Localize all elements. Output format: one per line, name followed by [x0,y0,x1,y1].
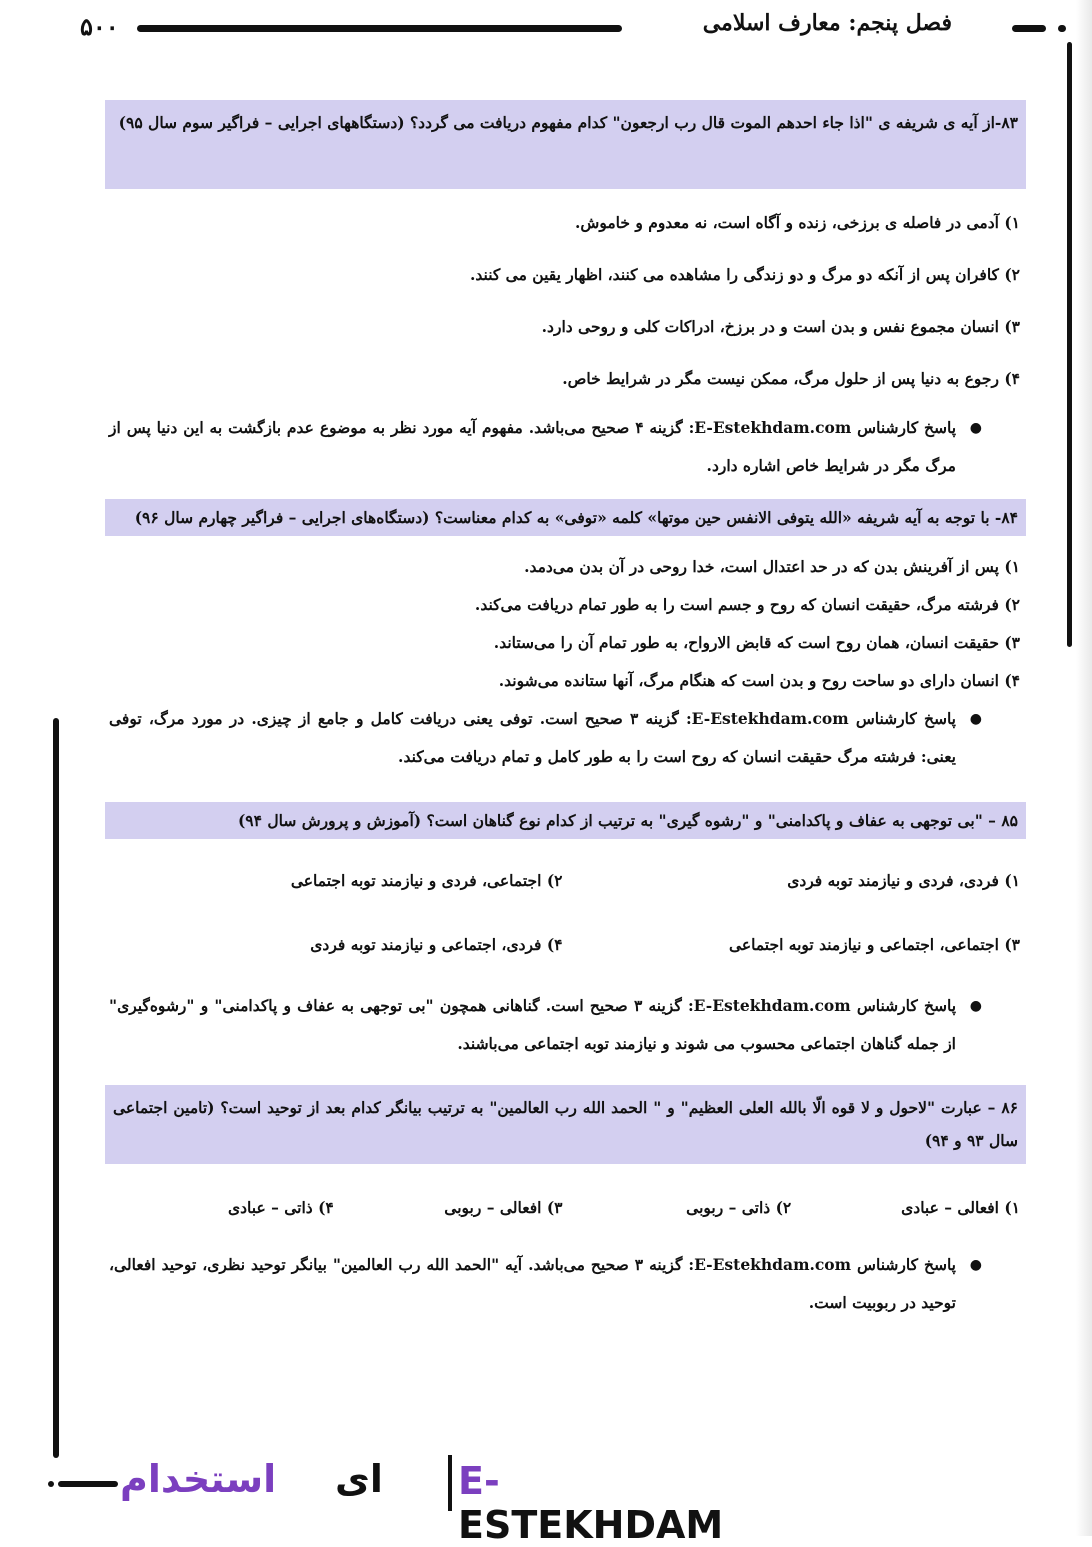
question-85-box [105,802,1026,839]
question-84-text: ۸۴- با توجه به آیه شریفه «الله یتوفی الانفس حین موتها» کلمه «توفی» به کدام معناست؟ (دستگاه‌های اجرایی – فراگیر چهارم سال ۹۶) [134,508,1018,527]
header-rule [137,25,622,32]
answer-text: پاسخ کارشناس E-Estekhdam.com: گزینه ۳ صحیح است. گناهانی همچون "بی توجهی به عفاف و پاکدامنی" و "رشوه‌گیری" از جمله گناهان اجتماعی محسوب می شوند و نیازمند توبه اجتماعی می‌باشند. [109,996,957,1053]
question-84-box [105,499,1026,536]
bullet-icon: ● [969,998,982,1014]
question-86-text: ۸۶ – عبارت "لاحول و لا قوه الّا بالله العلی العظیم" و " الحمد الله رب العالمین" به ترتیب بیانگر کدام بعد از توحید است؟ (تامین اجتماعی سال ۹۳ و ۹۴) [113,1098,1018,1150]
option: ۱) پس از آفرینش بدن که در حد اعتدال است، خدا روحی در آن بدن می‌دمد. [524,557,1020,576]
bullet-icon: ● [969,711,982,727]
option: ۳) حقیقت انسان، همان روح است که قابض الارواح، به طور تمام آن را می‌ستاند. [493,633,1020,652]
footer-dot [48,1481,54,1487]
left-vertical-rule [53,718,59,1458]
question-86-options [105,1186,1026,1230]
header-dot-right [1058,25,1066,32]
option: ۴) فردی، اجتماعی و نیازمند توبه فردی [310,935,563,954]
question-85-options [105,859,1026,967]
option: ۲) فرشته مرگ، حقیقت انسان که روح و جسم است را به طور تمام دریافت می‌کند. [474,595,1020,614]
option: ۴) ذاتی – عبادی [228,1198,334,1217]
header-dash-right [1012,25,1046,32]
option: ۲) ذاتی – ربوبی [686,1198,792,1217]
footer-dash [58,1481,118,1487]
right-vertical-rule [1067,42,1072,647]
option: ۱) افعالی – عبادی [901,1198,1020,1217]
question-85-answer [105,987,1026,1063]
logo-latin-rest: ESTEKHDAM [458,1503,724,1547]
question-83-options [105,197,1026,405]
content-area [105,100,1026,1322]
logo-latin [458,1459,740,1547]
page-edge-shadow [1076,0,1092,1536]
question-85-text: ۸۵ – "بی توجهی به عفاف و پاکدامنی" و "رشوه گیری" به ترتیب از کدام نوع گناهان است؟ (آموزش و پرورش سال ۹۴) [237,811,1018,830]
option: ۳) افعالی – ربوبی [444,1198,563,1217]
logo-latin-e: E- [458,1459,500,1503]
question-84-options [105,548,1026,700]
question-86-answer [105,1246,1026,1322]
option: ۴) انسان دارای دو ساحت روح و بدن است که هنگام مرگ، آنها ستانده می‌شوند. [498,671,1020,690]
question-84-answer [105,700,1026,776]
question-83-box [105,100,1026,189]
answer-text: پاسخ کارشناس E-Estekhdam.com: گزینه ۳ صحیح است. توفی یعنی دریافت کامل و جامع از چیزی. در مورد مرگ، توفی یعنی: فرشته مرگ حقیقت انسان که روح است را به طور کامل و تمام دریافت می‌کند. [109,709,956,766]
logo-persian-black: ای [335,1457,383,1501]
logo-separator [448,1455,452,1511]
bullet-icon: ● [969,1257,982,1273]
question-83-answer [105,409,1026,485]
option: ۴) رجوع به دنیا پس از حلول مرگ، ممکن نیست مگر در شرایط خاص. [562,369,1020,388]
answer-text: پاسخ کارشناس E-Estekhdam.com: گزینه ۴ صحیح می‌باشد. مفهوم آیه مورد نظر به موضوع عدم بازگشت به این دنیا پس از مرگ مگر در شرایط خاص اشاره دارد. [109,418,957,475]
option: ۱) آدمی در فاصله ی برزخی، زنده و آگاه است، نه معدوم و خاموش. [575,213,1020,232]
bullet-icon: ● [969,420,982,436]
question-86-box [105,1085,1026,1164]
chapter-title: فصل پنجم: معارف اسلامی [702,10,952,36]
logo-persian-purple: استخدام [120,1457,277,1501]
option: ۲) اجتماعی، فردی و نیازمند توبه اجتماعی [290,871,563,890]
option: ۳) انسان مجموع نفس و بدن است و در برزخ، ادراکات کلی و روحی دارد. [541,317,1020,336]
footer-logo [50,1455,740,1547]
answer-text: پاسخ کارشناس E-Estekhdam.com: گزینه ۳ صحیح می‌باشد. آیه "الحمد الله رب العالمین" بیانگر توحید نظری، توحید افعالی، توحید در ربوبیت است. [109,1255,956,1312]
option: ۳) اجتماعی، اجتماعی و نیازمند توبه اجتماعی [728,935,1020,954]
option: ۲) کافران پس از آنکه دو مرگ و دو زندگی را مشاهده می کنند، اظهار یقین می کنند. [469,265,1020,284]
question-83-text: ۸۳-از آیه ی شریفه ی "اذا جاء احدهم الموت قال رب ارجعون" کدام مفهوم دریافت می گردد؟ (دستگاههای اجرایی – فراگیر سوم سال ۹۵) [118,113,1018,132]
page-number: ۵۰۰ [80,12,119,41]
option: ۱) فردی، فردی و نیازمند توبه فردی [787,871,1020,890]
